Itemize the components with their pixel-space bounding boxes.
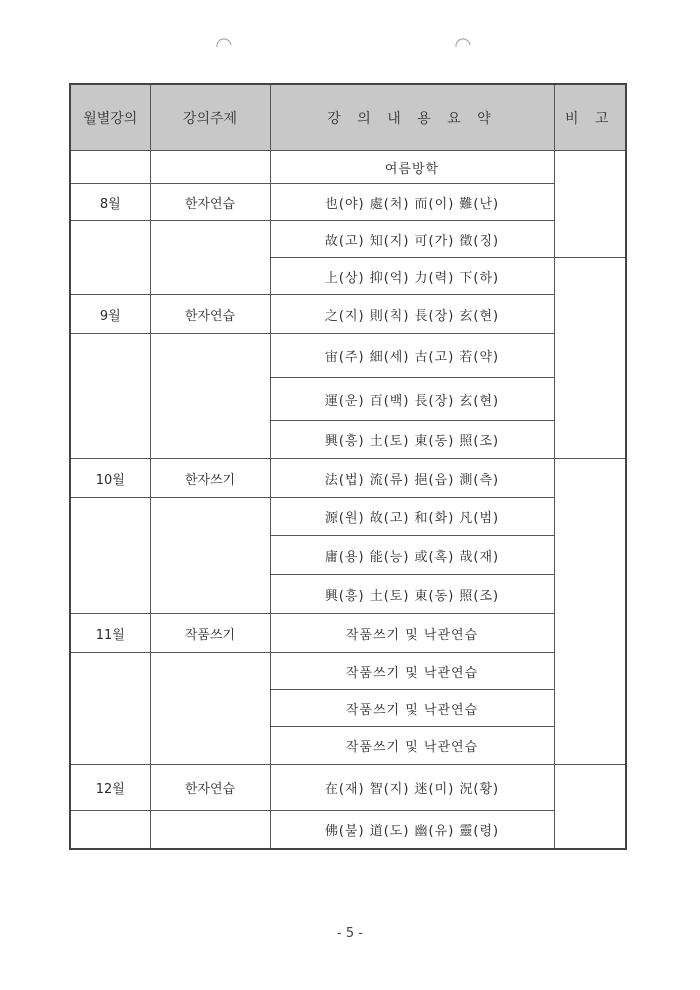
page-number: - 5 - [337, 926, 363, 941]
month-cell: 8월 [70, 184, 150, 221]
summary-cell: 在(재) 智(지) 迷(미) 況(황) [270, 765, 554, 811]
summary-cell: 源(원) 故(고) 和(화) 凡(범) [270, 498, 554, 536]
table-row [70, 459, 626, 498]
note-cell [554, 151, 626, 258]
summary-cell: 也(야) 處(처) 而(이) 難(난) [270, 184, 554, 221]
summary-cell: 故(고) 知(지) 可(가) 徵(징) [270, 221, 554, 258]
header-month: 월별강의 [70, 84, 150, 151]
summary-cell: 작품쓰기 및 낙관연습 [270, 614, 554, 653]
summary-cell: 작품쓰기 및 낙관연습 [270, 653, 554, 690]
summary-cell: 庸(용) 能(능) 或(혹) 哉(재) [270, 536, 554, 575]
summary-cell: 興(흥) 土(토) 東(동) 照(조) [270, 575, 554, 614]
topic-cell: 한자쓰기 [150, 459, 270, 498]
summary-cell: 法(법) 流(류) 挹(읍) 測(측) [270, 459, 554, 498]
month-cell: 10월 [70, 459, 150, 498]
note-cell [554, 765, 626, 849]
month-cell [70, 151, 150, 184]
summary-cell: 之(지) 則(칙) 長(장) 玄(현) [270, 295, 554, 334]
punch-hole-mark-right [455, 32, 471, 48]
table-row [70, 295, 626, 334]
table-row [70, 334, 626, 378]
month-cell [70, 221, 150, 295]
topic-cell [150, 811, 270, 849]
table-row [70, 765, 626, 811]
summary-cell: 宙(주) 細(세) 古(고) 若(약) [270, 334, 554, 378]
table-row [70, 151, 626, 184]
summary-cell: 작품쓰기 및 낙관연습 [270, 690, 554, 727]
summary-cell: 上(상) 抑(억) 力(력) 下(하) [270, 258, 554, 295]
month-cell [70, 653, 150, 765]
table-header-row [70, 84, 626, 151]
month-cell: 9월 [70, 295, 150, 334]
topic-cell: 한자연습 [150, 184, 270, 221]
table-row [70, 811, 626, 849]
summary-cell: 佛(불) 道(도) 幽(유) 靈(령) [270, 811, 554, 849]
table-row [70, 614, 626, 653]
note-cell [554, 459, 626, 765]
month-cell: 11월 [70, 614, 150, 653]
month-cell [70, 811, 150, 849]
table-row [70, 653, 626, 690]
header-topic: 강의주제 [150, 84, 270, 151]
month-cell [70, 334, 150, 459]
topic-cell: 한자연습 [150, 295, 270, 334]
header-note: 비 고 [554, 84, 626, 151]
summary-cell: 여름방학 [270, 151, 554, 184]
topic-cell [150, 498, 270, 614]
lecture-schedule-table [69, 83, 627, 850]
month-cell [70, 498, 150, 614]
topic-cell [150, 221, 270, 295]
table-row [70, 221, 626, 258]
summary-cell: 興(흥) 土(토) 東(동) 照(조) [270, 421, 554, 459]
punch-hole-mark-left [216, 32, 232, 48]
topic-cell [150, 151, 270, 184]
month-cell: 12월 [70, 765, 150, 811]
table-row [70, 184, 626, 221]
topic-cell: 한자연습 [150, 765, 270, 811]
topic-cell [150, 334, 270, 459]
topic-cell [150, 653, 270, 765]
table-row [70, 498, 626, 536]
summary-cell: 작품쓰기 및 낙관연습 [270, 727, 554, 765]
summary-cell: 運(운) 百(백) 長(장) 玄(현) [270, 378, 554, 421]
note-cell [554, 258, 626, 459]
topic-cell: 작품쓰기 [150, 614, 270, 653]
header-summary: 강 의 내 용 요 약 [270, 84, 554, 151]
